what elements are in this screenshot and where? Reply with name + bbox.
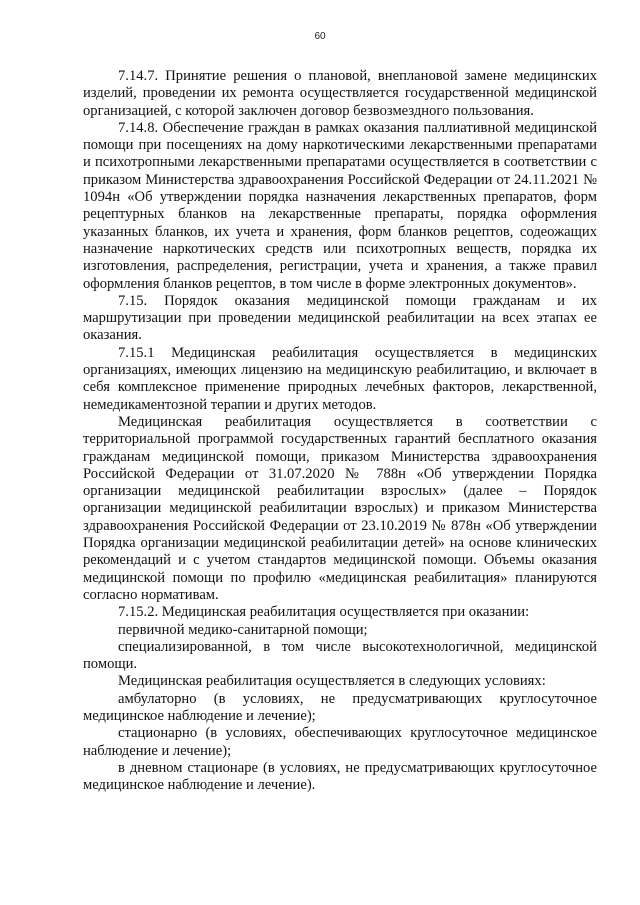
paragraph-7-14-7: 7.14.7. Принятие решения о плановой, внеплановой замене медицинских изделий, проведении их ремонта осуществляется государственной медицинской организацией, с которой заключен договор безвозмездного пользования. xyxy=(83,68,597,119)
paragraph-rehab-conditions: Медицинская реабилитация осуществляется в следующих условиях: xyxy=(118,673,546,690)
paragraph-7-14-8: 7.14.8. Обеспечение граждан в рамках оказания паллиативной медицинской помощи при посещениях на дому наркотическими лекарственными препаратами и психотропными лекарственными препаратами осуществляется в соответствии с приказом Министерства здравоохранения Российской Федерации от 24.11.2021 № 1094н «Об утверждении порядка назначения лекарственных препаратов, форм рецептурных бланков на лекарственные препараты, порядка оформления указанных бланков, их учета и хранения, форм бланков рецептов, содеожащих назначение наркотических средств или психотропных веществ, порядка их изготовления, распределения, регистрации, учета и хранения, а также правил оформления бланков рецептов, в том числе в форме электронных документов». xyxy=(83,119,597,292)
list-item-primary-care: первичной медико-санитарной помощи; xyxy=(118,621,368,638)
paragraph-7-15-2: 7.15.2. Медицинская реабилитация осуществляется при оказании: xyxy=(118,604,530,621)
list-item-day-hospital: в дневном стационаре (в условиях, не предусматривающих круглосуточное медицинское наблюдение и лечение). xyxy=(83,759,597,794)
list-item-outpatient: амбулаторно (в условиях, не предусматривающих круглосуточное медицинское наблюдение и лечение); xyxy=(83,690,597,724)
page-number: 60 xyxy=(314,31,326,42)
paragraph-7-15-1: 7.15.1 Медицинская реабилитация осуществляется в медицинских организациях, имеющих лицензию на медицинскую реабилитацию, и включает в себя комплексное применение природных лечебных факторов, лекарственной, немедикаментозной терапии и других методов. xyxy=(83,344,597,413)
list-item-inpatient: стационарно (в условиях, обеспечивающих круглосуточное медицинское наблюдение и лечение); xyxy=(83,725,597,759)
paragraph-7-15: 7.15. Порядок оказания медицинской помощи гражданам и их маршрутизации при проведении медицинской реабилитации на всех этапах ее оказания. xyxy=(83,292,597,344)
list-item-specialized-care: специализированной, в том числе высокотехнологичной, медицинской помощи. xyxy=(83,638,597,673)
document-body xyxy=(83,68,597,794)
paragraph-rehab-legal-basis: Медицинская реабилитация осуществляется в соответствии с территориальной программой государственных гарантий бесплатного оказания гражданам медицинской помощи, приказом Министерства здравоохранения Российской Федерации от 31.07.2020 № 788н «Об утверждении Порядка организации медицинской реабилитации взрослых» (далее – Порядок организации медицинской реабилитации взрослых) и приказом Министерства здравоохранения Российской Федерации от 23.10.2019 № 878н «Об утверждении Порядка организации медицинской реабилитации детей» на основе клинических рекомендаций и с учетом стандартов медицинской помощи. Объемы оказания медицинской помощи по профилю «медицинская реабилитация» планируются согласно нормативам. xyxy=(83,413,597,603)
